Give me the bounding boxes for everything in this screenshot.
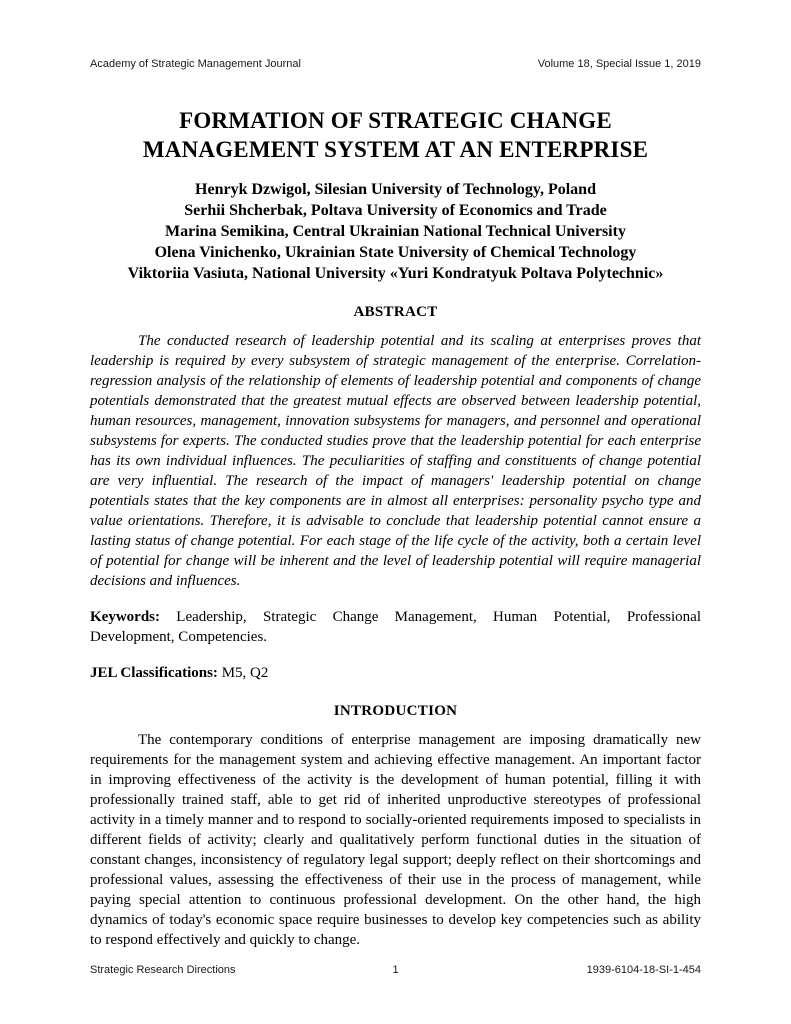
running-header — [90, 58, 701, 70]
author-line: Olena Vinichenko, Ukrainian State University of Chemical Technology — [154, 243, 637, 261]
abstract-text: The conducted research of leadership potential and its scaling at enterprises proves that leadership is required by every subsystem of strategic management of the enterprise. Correlation-regression analysis of the relationship of elements of leadership potential and components of change potentials demonstrated that the greatest mutual effects are observed between leadership potential, human resources, management, innovation subsystems for managers, and personnel and operational subsystems for experts. The conducted studies prove that the leadership potential for each enterprise has its own individual influences. The peculiarities of staffing and constituents of change potential are very influential. The research of the impact of managers' leadership potential on change potentials states that the key components are in almost all enterprises: personality psycho type and value orientations. Therefore, it is advisable to conclude that leadership potential cannot ensure a lasting status of change potential. For each stage of the life cycle of the activity, both a certain level of potential for change will be inherent and the level of leadership potential will require managerial decisions and influences. — [90, 332, 701, 589]
jel-text: M5, Q2 — [217, 664, 269, 681]
jel-paragraph — [90, 663, 701, 683]
footer-article-id: 1939-6104-18-SI-1-454 — [586, 964, 702, 976]
issue-info: Volume 18, Special Issue 1, 2019 — [537, 58, 701, 70]
author-line: Marina Semikina, Central Ukrainian National Technical University — [165, 222, 626, 240]
introduction-heading: INTRODUCTION — [333, 702, 458, 719]
keywords-text: Leadership, Strategic Change Management, Human Potential, Professional Development, Competencies. — [90, 608, 701, 645]
page-footer — [90, 964, 701, 976]
introduction-text: The contemporary conditions of enterprise management are imposing dramatically new requirements for the management system and achieving effective management. An important factor in improving effectiveness of the activity is the development of human potential, filling it with professionally trained staff, able to get rid of inherited unproductive stereotypes of professional activity in a timely manner and to respond to socially-oriented requirements imposed to specialists in different fields of activity; clearly and qualitatively perform functional duties in the situation of constant changes, inconsistency of regulatory legal support; deeply reflect on their shortcomings and professional values, assessing the effectiveness of their use in the process of management, while paying special attention to continuous professional development. On the other hand, the high dynamics of today's economic space require businesses to develop key competencies such as ability to respond effectively and quickly to change. — [90, 731, 701, 948]
author-line: Viktoriia Vasiuta, National University «Yuri Kondratyuk Poltava Polytechnic» — [127, 264, 664, 282]
authors-block — [107, 179, 685, 284]
keywords-paragraph — [90, 607, 701, 647]
author-line: Henryk Dzwigol, Silesian University of Technology, Poland — [195, 180, 596, 198]
footer-journal-section: Strategic Research Directions — [90, 964, 236, 976]
jel-label: JEL Classifications: — [90, 664, 218, 681]
paper-title: FORMATION OF STRATEGIC CHANGE MANAGEMENT SYSTEM AT AN ENTERPRISE — [142, 108, 649, 163]
abstract-heading: ABSTRACT — [353, 303, 438, 320]
author-line: Serhii Shcherbak, Poltava University of Economics and Trade — [184, 201, 607, 219]
page-number: 1 — [392, 964, 399, 976]
keywords-label: Keywords: — [90, 608, 160, 625]
journal-name: Academy of Strategic Management Journal — [90, 58, 301, 70]
